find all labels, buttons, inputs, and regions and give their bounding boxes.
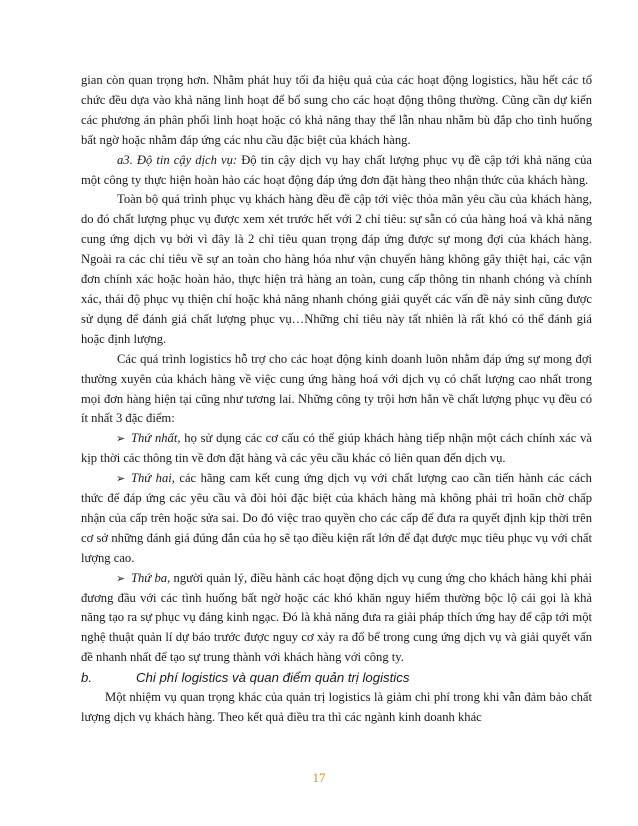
bullet-label: Thứ hai, (131, 471, 175, 486)
paragraph-logistics-cost: Một nhiệm vụ quan trọng khác của quản trị logistics là giảm chi phí trong khi vẫn đảm bảo chất lượng dịch vụ khách hàng. Theo kết quả điều tra thì các ngành kinh doanh khác (81, 690, 592, 725)
page-number: 17 (312, 770, 326, 785)
paragraph-text: Độ tin cậy dịch vụ hay chất lượng phục vụ đề cập tới khả năng của một công ty thực hiện hoàn hảo các hoạt động đáp ứng đơn đặt hàng theo nhận thức của khách hàng. (81, 152, 592, 187)
bullet-text: các hãng cam kết cung ứng dịch vụ với chất lượng cao cần tiến hành các cách thức để đáp ứng các yêu cầu và đòi hỏi đặc biệt của khách hàng mà không phải trì hoãn chờ chấp nhận của cấp trên hoặc sửa sai. Do đó việc trao quyền cho các cấp để đưa ra quyết định kịp thời trên cơ sở những đánh giá đúng đắn của họ sẽ tạo điều kiện rất lớn để đạt được mục tiêu phục vụ với chất lượng cao. (81, 471, 592, 565)
bullet-text: người quản lý, điều hành các hoạt động dịch vụ cung ứng cho khách hàng khi phải đương đầu với các tình huống bất ngờ hoặc các khó khăn nguy hiểm thường bộc lộ cái gọi là khả năng tạo ra sự phục vụ đáng kinh ngạc. Đó là khả năng đưa ra giải pháp thích ứng hay để cập tới một nghệ thuật quản lí dự báo trước được nguy cơ xảy ra đổ bể trong cung ứng dịch vụ và giải quyết vấn đề nhanh nhất để tạo sự trung thành với khách hàng với công ty. (81, 570, 593, 665)
bullet-label: Thứ nhất (131, 431, 178, 446)
bullet-item-second (81, 469, 592, 569)
bullet-label: Thứ ba, (131, 570, 171, 585)
section-title: Chi phí logistics và quan điểm quản trị logistics (136, 670, 410, 686)
paragraph-service-quality: Toàn bộ quá trình phục vụ khách hàng đều đề cập tới việc thỏa mãn yêu cầu của khách hàng, do đó chất lượng phục vụ được xem xét trước hết với 2 chỉ tiêu: sự sẵn có của hàng hoá và khả năng cung ứng dịch vụ bởi vì đây là 2 chỉ tiêu quan trọng đáp ứng được sự mong đợi của khách hàng. Ngoài ra các chỉ tiêu về sự an toàn cho hàng hóa như vận chuyển hàng không gây thiệt hại, các vận đơn chính xác hoặc hoàn hảo, thực hiện trả hàng an toàn, cung cấp thông tin nhanh chóng và chính xác, thái độ phục vụ thiện chí hoặc khả năng nhanh chóng giải quyết các vấn đề nảy sinh cũng được sử dụng để đánh giá chất lượng phục vụ…Những chỉ tiêu này tất nhiên là rất khó có thể đánh giá hoặc định lượng. (81, 192, 592, 346)
bullet-text: , họ sử dụng các cơ cấu có thể giúp khách hàng tiếp nhận một cách chính xác và kịp thời các thông tin về đơn đặt hàng và các yêu cầu khác có liên quan đến dịch vụ. (81, 431, 592, 466)
paragraph-service-reliability (81, 151, 592, 191)
arrow-bullet-icon: ➢ (116, 432, 126, 446)
paragraph-logistics-processes: Các quá trình logistics hỗ trợ cho các hoạt động kinh doanh luôn nhằm đáp ứng sự mong đợi thường xuyên của khách hàng về việc cung ứng hàng hoá với dịch vụ có chất lượng cao nhất trong mọi đơn hàng hiện tại cũng như tương lai. Những công ty trội hơn hẳn về chất lượng phục vụ đều có ít nhất 3 đặc điểm: (81, 351, 592, 426)
subheading-a3: a3. Độ tin cậy dịch vụ: (117, 152, 238, 167)
body-text (81, 71, 592, 728)
section-heading-b (81, 668, 592, 688)
arrow-bullet-icon: ➢ (116, 472, 126, 486)
bullet-item-first (81, 429, 592, 469)
bullet-item-third (81, 569, 592, 669)
section-number: b. (81, 670, 92, 686)
paragraph-continued: gian còn quan trọng hơn. Nhằm phát huy tối đa hiệu quả của các hoạt động logistics, hầu hết các tổ chức đều dựa vào khả năng linh hoạt để bổ sung cho các hoạt động thông thường. Cũng cần dự kiến các phương án phân phối linh hoạt hoặc có khả năng thay thế lẫn nhau nhằm bù đắp cho tình huống bất ngờ hoặc nhằm đáp ứng các nhu cầu đặc biệt của khách hàng. (81, 73, 592, 147)
arrow-bullet-icon: ➢ (116, 571, 126, 585)
